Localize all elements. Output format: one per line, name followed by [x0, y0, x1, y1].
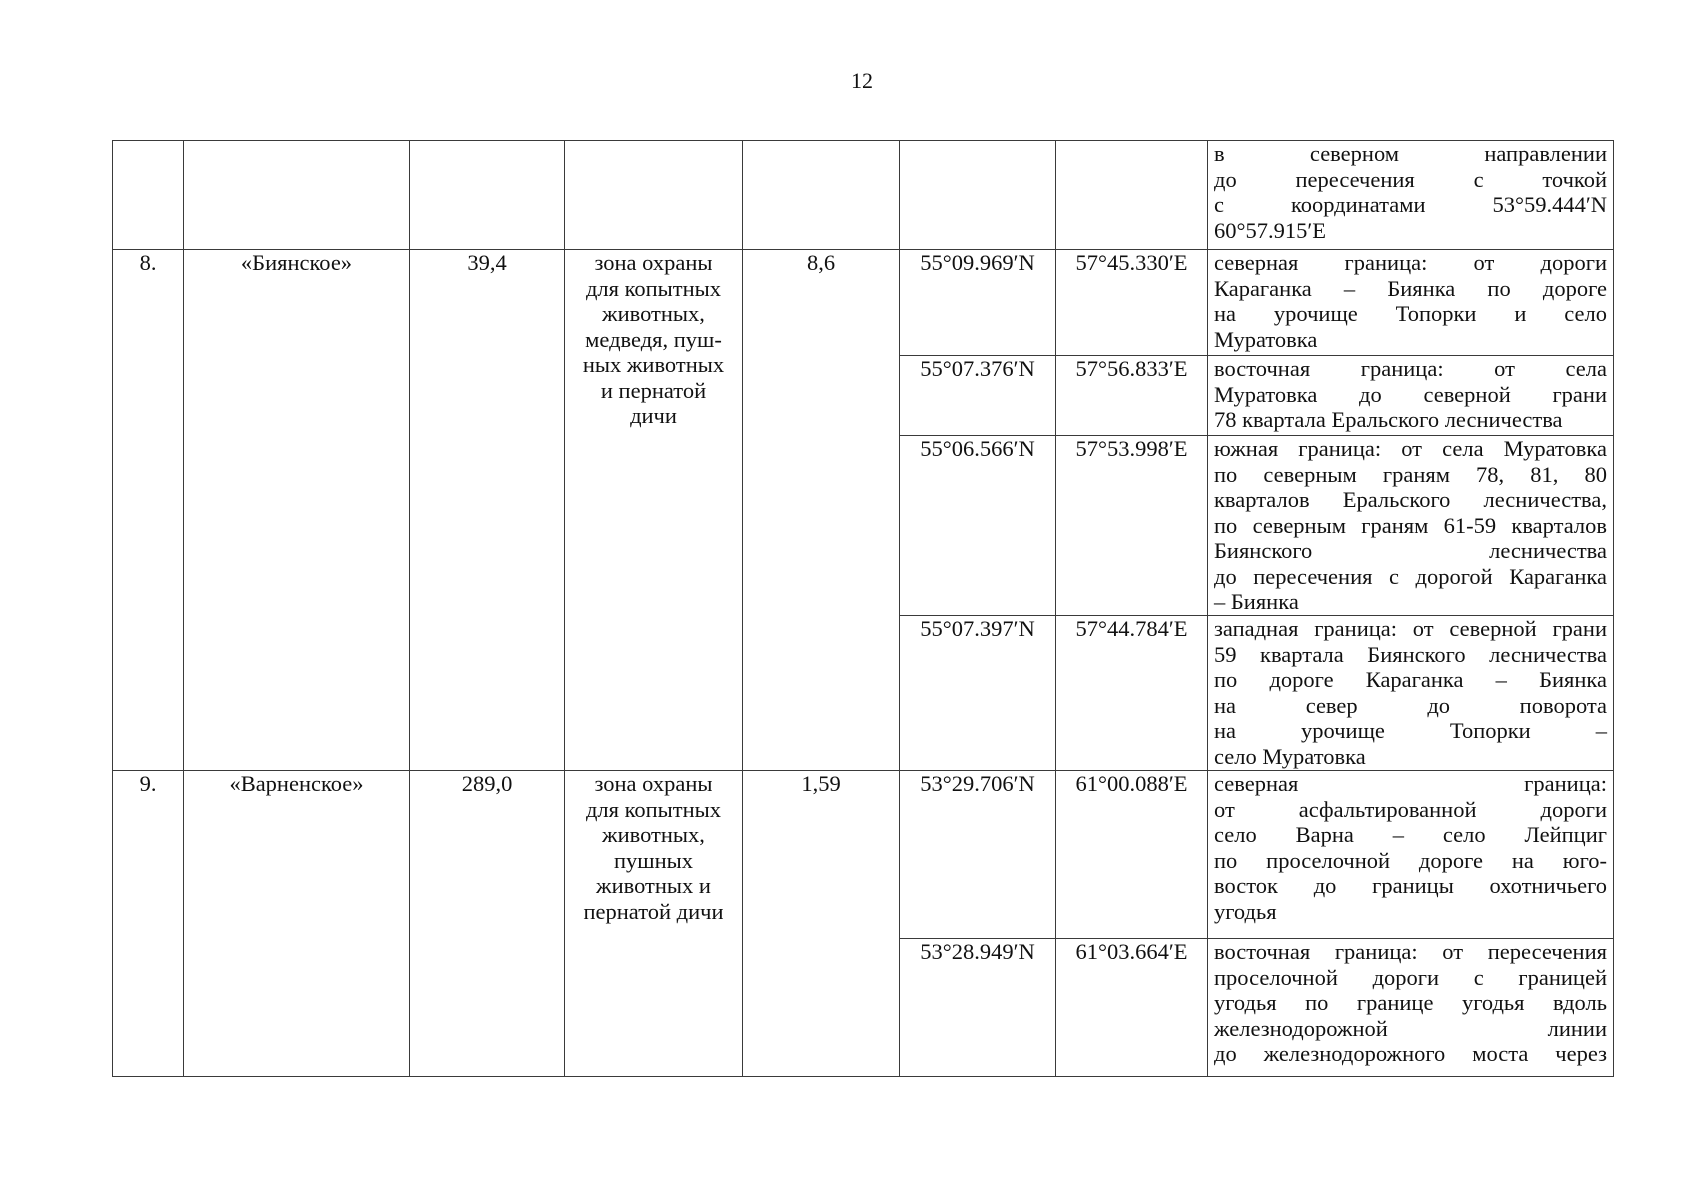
boundary-description — [1208, 939, 1614, 1077]
description-line: до пересечения с точкой — [1214, 166, 1607, 192]
description-line: Биянского лесничества — [1214, 538, 1607, 563]
description-line: Муратовка до северной грани — [1214, 381, 1607, 407]
zone-line: для копытных — [585, 275, 722, 301]
table-cell — [1056, 141, 1208, 250]
longitude: 61°00.088′E — [1056, 771, 1208, 939]
page-number: 12 — [851, 68, 873, 93]
description-line: по проселочной дороге на юго- — [1214, 847, 1607, 873]
description-line: на урочище Топорки и село — [1214, 301, 1607, 326]
description-line: восточная граница: от села — [1214, 356, 1607, 381]
description-line: 60°57.915′E — [1214, 217, 1327, 243]
description-line: – Биянка — [1214, 589, 1299, 614]
description-line: проселочной дороги с границей — [1214, 964, 1607, 990]
protection-zone — [565, 771, 743, 1077]
description-line: до железнодорожного моста через — [1214, 1041, 1607, 1066]
latitude: 55°09.969′N — [900, 250, 1056, 356]
zone-line: пернатой дичи — [583, 898, 724, 924]
area-name: «Биянское» — [184, 250, 410, 771]
longitude: 57°53.998′E — [1056, 436, 1208, 616]
description-line: по северным граням 78, 81, 80 — [1214, 461, 1607, 487]
longitude: 57°56.833′E — [1056, 356, 1208, 436]
description-line: северная граница: от дороги — [1214, 250, 1607, 275]
table-row — [113, 771, 1614, 939]
area-name: «Варненское» — [184, 771, 410, 1077]
table-cell — [184, 141, 410, 250]
latitude: 55°06.566′N — [900, 436, 1056, 616]
latitude: 55°07.397′N — [900, 616, 1056, 771]
table-cell — [113, 141, 184, 250]
zone-line: медведя, пуш- — [585, 326, 722, 352]
description-line: 78 квартала Еральского лесничества — [1214, 407, 1563, 432]
longitude: 61°03.664′E — [1056, 939, 1208, 1077]
description-line: 59 квартала Биянского лесничества — [1214, 641, 1607, 667]
description-line: по северным граням 61-59 кварталов — [1214, 512, 1607, 538]
description-line: южная граница: от села Муратовка — [1214, 436, 1607, 461]
description-line: угодья — [1214, 898, 1277, 924]
description-line: по дороге Караганка – Биянка — [1214, 667, 1607, 692]
zone-line: зона охраны — [594, 771, 713, 796]
description-line: с координатами 53°59.444′N — [1214, 192, 1607, 217]
boundary-description — [1208, 436, 1614, 616]
description-line: на север до поворота — [1214, 692, 1607, 718]
area-number: 9. — [113, 771, 184, 1077]
zone-line: для копытных — [585, 796, 722, 822]
latitude: 53°28.949′N — [900, 939, 1056, 1077]
latitude: 55°07.376′N — [900, 356, 1056, 436]
zone-line: животных, — [602, 301, 705, 326]
zone-line: дичи — [630, 403, 677, 428]
table-cell — [900, 141, 1056, 250]
description-line: западная граница: от северной грани — [1214, 616, 1607, 641]
description-line: от асфальтированной дороги — [1214, 796, 1607, 822]
table-cell — [565, 141, 743, 250]
zone-line: пушных — [613, 847, 694, 873]
zone-share: 1,59 — [743, 771, 900, 1077]
boundary-table — [112, 140, 1614, 1077]
description-line: село Муратовка — [1214, 743, 1366, 769]
description-line: село Варна – село Лейпциг — [1214, 822, 1607, 847]
description-line: кварталов Еральского лесничества, — [1214, 487, 1607, 512]
boundary-description — [1208, 771, 1614, 939]
table-cell — [743, 141, 900, 250]
description-line: восточная граница: от пересечения — [1214, 939, 1607, 964]
latitude: 53°29.706′N — [900, 771, 1056, 939]
description-line: восток до границы охотничьего — [1214, 873, 1607, 898]
boundary-description — [1208, 250, 1614, 356]
zone-line: зона охраны — [594, 250, 713, 275]
description-line: северная граница: — [1214, 771, 1607, 796]
area-size: 39,4 — [410, 250, 565, 771]
zone-share: 8,6 — [743, 250, 900, 771]
description-line: угодья по границе угодья вдоль — [1214, 990, 1607, 1015]
zone-line: животных и — [596, 873, 711, 898]
description-line: в северном направлении — [1214, 141, 1607, 166]
description-line: Муратовка — [1214, 326, 1318, 352]
zone-line: ных животных — [582, 352, 725, 377]
description-line: железнодорожной линии — [1214, 1015, 1607, 1041]
boundary-description — [1208, 356, 1614, 436]
protection-zone — [565, 250, 743, 771]
zone-line: животных, — [602, 822, 705, 847]
longitude: 57°45.330′E — [1056, 250, 1208, 356]
table-row — [113, 141, 1614, 250]
description-line: на урочище Топорки – — [1214, 718, 1607, 743]
zone-line: и пернатой — [600, 377, 707, 403]
longitude: 57°44.784′E — [1056, 616, 1208, 771]
area-size: 289,0 — [410, 771, 565, 1077]
boundary-description — [1208, 141, 1614, 250]
table-row — [113, 250, 1614, 356]
description-line: Караганка – Биянка по дороге — [1214, 275, 1607, 301]
area-number: 8. — [113, 250, 184, 771]
description-line: до пересечения с дорогой Караганка — [1214, 563, 1607, 589]
boundary-description — [1208, 616, 1614, 771]
table-cell — [410, 141, 565, 250]
